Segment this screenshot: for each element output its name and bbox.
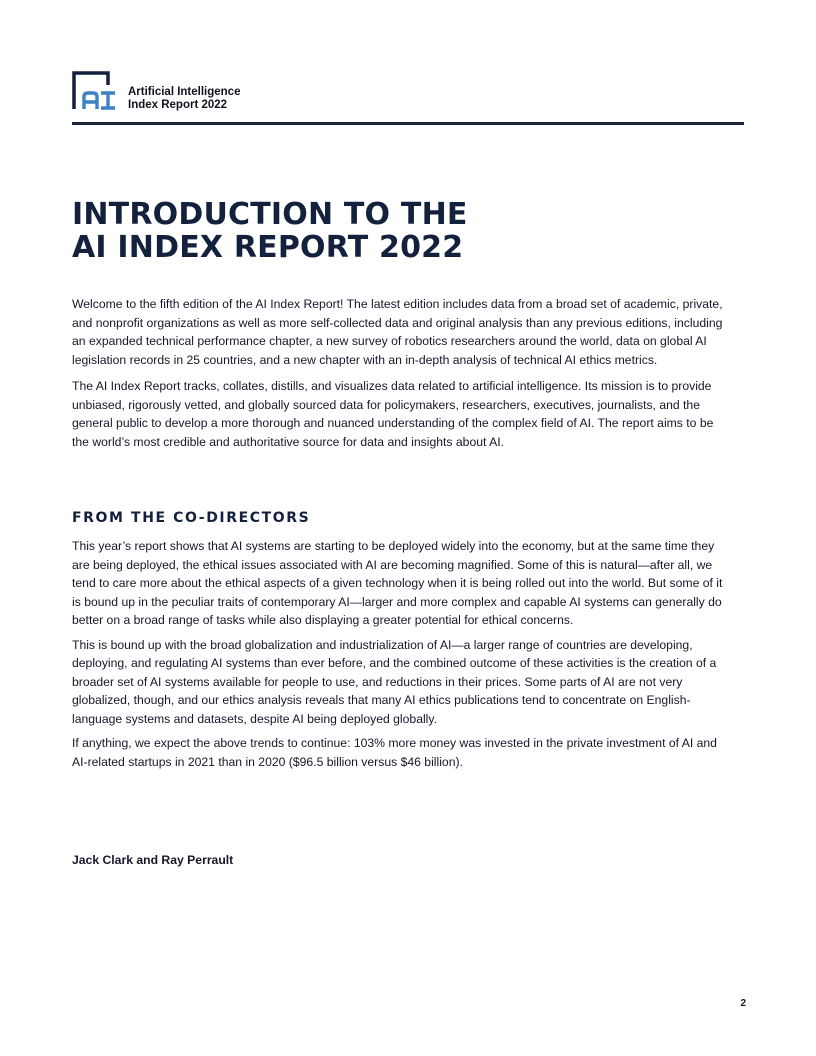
section-heading-co-directors: FROM THE CO-DIRECTORS [72, 510, 311, 526]
brand-name [128, 86, 240, 112]
signature: Jack Clark and Ray Perrault [72, 853, 234, 867]
intro-section [72, 295, 732, 459]
title-line-2: AI INDEX REPORT 2022 [72, 230, 464, 265]
title-line-1: INTRODUCTION TO THE [72, 197, 468, 232]
page-header [72, 71, 744, 127]
co-directors-paragraph: This year’s report shows that AI systems are starting to be deployed widely into the economy, but at the same time they are being deployed, the ethical issues associated with AI are becoming magnified. Some of this is natural—after all, we tend to care more about the ethical aspects of a given technology when it is being rolled out into the world. But some of it is bound up in the peculiar traits of contemporary AI—larger and more complex and capable AI systems can generally do better on a broad range of tasks while also displaying a greater potential for ethical concerns. [72, 539, 723, 627]
co-directors-paragraph: If anything, we expect the above trends to continue: 103% more money was invested in the private investment of AI and AI-related startups in 2021 than in 2020 ($96.5 billion versus $46 billion). [72, 736, 717, 769]
brand-line-2: Index Report 2022 [128, 99, 228, 111]
page-number: 2 [740, 998, 746, 1009]
header-divider [72, 122, 744, 125]
co-directors-paragraph: This is bound up with the broad globalization and industrialization of AI—a larger range of countries are developing, deploying, and regulating AI systems than ever before, and the combined outcome of these activities is the creation of a broader set of AI systems available for people to use, and reductions in their prices. Some parts of AI are not very globalized, though, and our ethics analysis reveals that many AI ethics publications tend to concentrate on English-language systems and datasets, despite AI being deployed globally. [72, 637, 717, 726]
brand-line-1: Artificial Intelligence [128, 86, 241, 98]
intro-paragraph: The AI Index Report tracks, collates, distills, and visualizes data related to artificial intelligence. Its mission is to provide unbiased, rigorously vetted, and globally sourced data for policymakers, researchers, executives, journalists, and the general public to develop a more thorough and nuanced understanding of the complex field of AI. The report aims to be the world’s most credible and authoritative source for data and insights about AI. [72, 379, 714, 449]
co-directors-section [72, 537, 732, 777]
ai-index-logo-icon [72, 71, 118, 111]
page-title [72, 198, 744, 264]
intro-paragraph: Welcome to the fifth edition of the AI Index Report! The latest edition includes data from a broad set of academic, private, and nonprofit organizations as well as more self-collected data and original analysis than any previous editions, including an expanded technical performance chapter, a new survey of robotics researchers around the world, data on global AI legislation records in 25 countries, and a new chapter with an in-depth analysis of technical AI ethics metrics. [72, 297, 723, 367]
